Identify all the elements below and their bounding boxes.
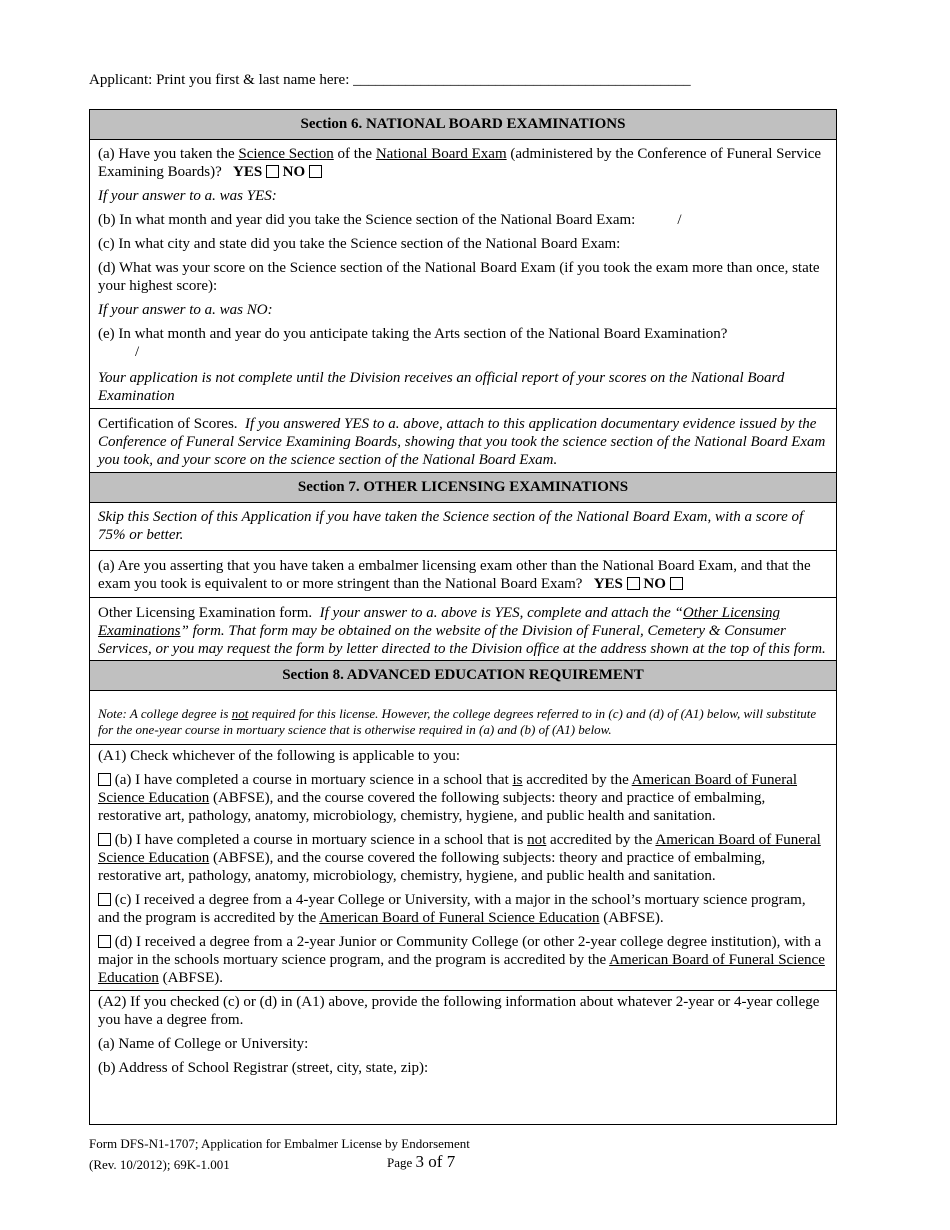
- no-label: NO: [643, 576, 666, 592]
- option-d: (d) I received a degree from a 2-year Junior or Community College (or other 2-year college degree institution), with a major in the schools mortuary science program, and the program is accredited by the American Board of Funeral Science Education (ABFSE).: [98, 934, 825, 986]
- section-6-title: Section 6. NATIONAL BOARD EXAMINATIONS: [90, 110, 836, 140]
- option-b-checkbox[interactable]: [98, 833, 111, 846]
- date-slash-e[interactable]: /: [135, 344, 140, 360]
- section-6-questions: [90, 140, 836, 409]
- section-8-note: Note: A college degree is not required for this license. However, the college degrees referred to in (c) and (d) of (A1) below, will substitute for the one-year course in mortuary science that is otherwise required in (a) and (b) of (A1) below.: [90, 691, 836, 745]
- no-label: NO: [282, 164, 306, 180]
- name-blank[interactable]: _____________________________________________: [353, 72, 691, 88]
- no-checkbox[interactable]: [670, 577, 683, 590]
- applicant-label: Applicant: Print you first & last name here:: [89, 72, 350, 88]
- section-8-title: Section 8. ADVANCED EDUCATION REQUIREMENT: [90, 661, 836, 691]
- a1-instruction: (A1) Check whichever of the following is applicable to you:: [98, 748, 460, 764]
- if-yes-note: If your answer to a. was YES:: [98, 188, 277, 204]
- form-number: Form DFS-N1-1707; Application for Embalmer License by Endorsement: [89, 1136, 470, 1151]
- application-form: [89, 109, 837, 1125]
- certification-of-scores: Certification of Scores. If you answered YES to a. above, attach to this application documentary evidence issued by the Conference of Funeral Service Examining Boards, showing that you took the science section of the National Board Exam you took, and your score on the science section of the National Board Exam.: [90, 409, 836, 473]
- a2-instruction: (A2) If you checked (c) or (d) in (A1) above, provide the following information about whatever 2-year or 4-year college you have a degree from.: [98, 994, 820, 1028]
- section-7-title: Section 7. OTHER LICENSING EXAMINATIONS: [90, 472, 836, 503]
- yes-label: YES: [593, 576, 623, 592]
- option-b: (b) I have completed a course in mortuary science in a school that is not accredited by the American Board of Funeral Science Education (ABFSE), and the course covered the following subjects: theory and practice of embalming, restorative art, pathology, anatomy, microbiology, chemistry, hygiene, and public health and sanitation.: [98, 832, 821, 884]
- other-licensing-form: Other Licensing Examination form. If your answer to a. above is YES, complete and attach the “Other Licensing Examinations” form. That form may be obtained on the website of the Division of Funeral, Cemetery & Consumer Services, or you may request the form by letter directed to the Division office at the address shown at the top of this form.: [90, 598, 836, 661]
- q6a: (a) Have you taken the Science Section of the National Board Exam (administered by the Conference of Funeral Service Examining Boards)? YES NO: [98, 146, 822, 180]
- yes-label: YES: [232, 164, 263, 180]
- yes-checkbox[interactable]: [266, 165, 279, 178]
- if-no-note: If your answer to a. was NO:: [98, 302, 273, 318]
- section-7-skip-note: Skip this Section of this Application if you have taken the Science section of the National Board Exam, with a score of 75% or better.: [90, 503, 836, 551]
- option-c-checkbox[interactable]: [98, 893, 111, 906]
- q7a: (a) Are you asserting that you have taken a embalmer licensing exam other than the National Board Exam, and that the exam you took is equivalent to or more stringent than the National Board Exam? YES NO: [90, 551, 836, 598]
- q6e: (e) In what month and year do you anticipate taking the Arts section of the National Board Examination? /: [98, 326, 728, 360]
- option-a: (a) I have completed a course in mortuary science in a school that is accredited by the American Board of Funeral Science Education (ABFSE), and the course covered the following subjects: theory and practice of embalming, restorative art, pathology, anatomy, microbiology, chemistry, hygiene, and public health and sanitation.: [98, 772, 798, 824]
- q6b: (b) In what month and year did you take the Science section of the National Board Exam: /: [98, 212, 682, 228]
- revision: (Rev. 10/2012); 69K-1.001: [89, 1157, 230, 1172]
- date-slash[interactable]: /: [677, 212, 682, 228]
- q6d: (d) What was your score on the Science section of the National Board Exam (if you took the exam more than once, state your highest score):: [98, 260, 820, 294]
- applicant-name-line[interactable]: [89, 71, 691, 89]
- option-d-checkbox[interactable]: [98, 935, 111, 948]
- a2-college-name[interactable]: (a) Name of College or University:: [98, 1036, 309, 1052]
- no-checkbox[interactable]: [309, 165, 322, 178]
- option-c: (c) I received a degree from a 4-year College or University, with a major in the school’s mortuary science program, and the program is accredited by the American Board of Funeral Science Education (ABFSE).: [98, 892, 806, 926]
- incomplete-note: Your application is not complete until the Division receives an official report of your scores on the National Board Examination: [98, 370, 785, 404]
- page-number: Page 3 of 7: [387, 1152, 456, 1171]
- section-8-a1: [90, 745, 836, 990]
- a2-registrar-address[interactable]: (b) Address of School Registrar (street, city, state, zip):: [98, 1060, 429, 1076]
- yes-checkbox[interactable]: [627, 577, 640, 590]
- section-8-a2: [90, 990, 836, 1080]
- q6c: (c) In what city and state did you take the Science section of the National Board Exam:: [98, 236, 621, 252]
- option-a-checkbox[interactable]: [98, 773, 111, 786]
